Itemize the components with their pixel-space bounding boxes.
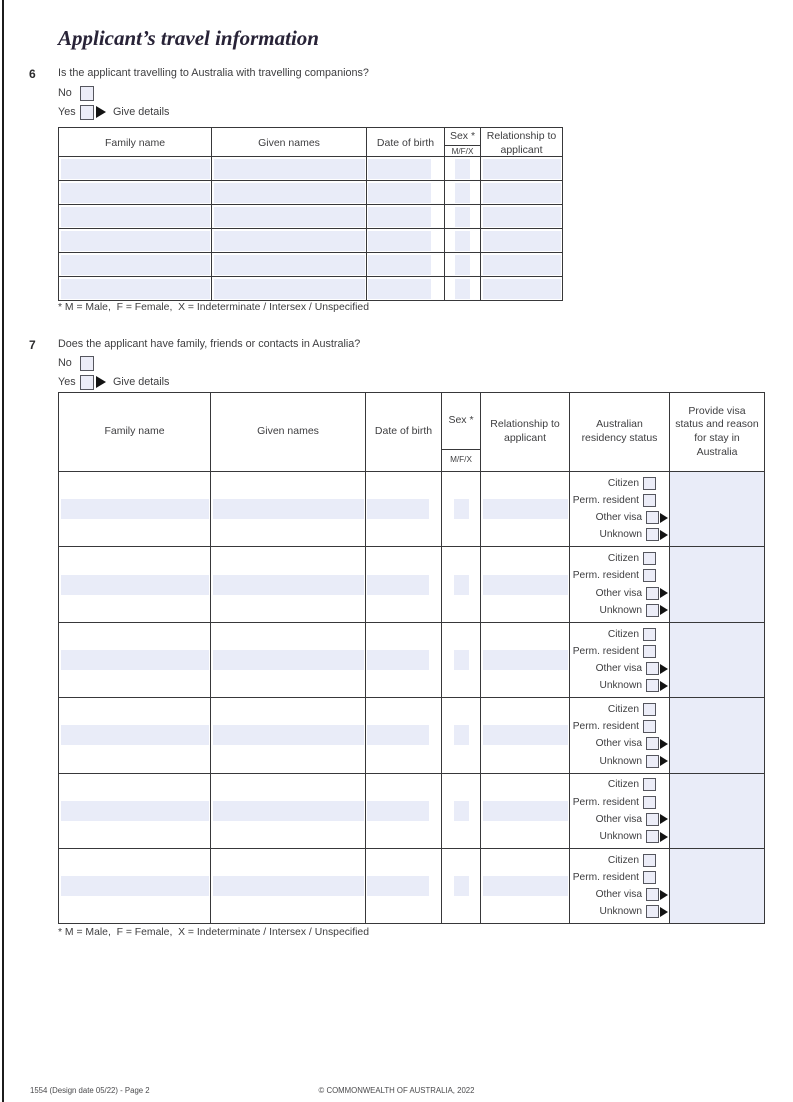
family-name-cell xyxy=(59,253,212,276)
sex-cell xyxy=(442,849,481,923)
given-names-cell xyxy=(211,774,366,848)
perm-resident-checkbox[interactable] xyxy=(643,569,656,582)
family-name-cell xyxy=(59,623,211,697)
date-of-birth-field[interactable] xyxy=(368,159,431,179)
q7-no-label: No xyxy=(58,357,72,369)
residency-option-perm-resident xyxy=(570,718,669,735)
other-visa-checkbox[interactable] xyxy=(646,888,659,901)
contact-row xyxy=(59,623,764,698)
sex-field[interactable] xyxy=(454,801,469,821)
residency-option-unknown xyxy=(570,903,669,920)
contacts-table xyxy=(58,392,765,924)
family-name-field[interactable] xyxy=(61,499,209,519)
residency-status-cell xyxy=(570,547,670,621)
date-of-birth-cell xyxy=(366,849,442,923)
residency-option-perm-resident xyxy=(570,492,669,509)
given-names-field[interactable] xyxy=(214,231,365,251)
contact-row xyxy=(59,547,764,622)
other-visa-label: Other visa xyxy=(595,512,642,524)
q6-yes-row xyxy=(58,104,169,120)
residency-option-perm-resident xyxy=(570,794,669,811)
q6-no-row xyxy=(58,85,94,101)
family-name-field[interactable] xyxy=(61,279,210,299)
sex-cell xyxy=(442,698,481,772)
companion-row xyxy=(59,157,562,181)
perm-resident-checkbox[interactable] xyxy=(643,645,656,658)
given-names-cell xyxy=(211,698,366,772)
family-name-field[interactable] xyxy=(61,159,210,179)
unknown-checkbox[interactable] xyxy=(646,905,659,918)
residency-option-other-visa xyxy=(570,660,669,677)
date-of-birth-cell xyxy=(367,277,445,300)
residency-option-unknown xyxy=(570,753,669,770)
residency-option-citizen xyxy=(570,776,669,793)
companions-table-header xyxy=(59,128,562,157)
date-of-birth-cell xyxy=(367,157,445,180)
arrow-right-icon xyxy=(660,814,668,824)
unknown-label: Unknown xyxy=(599,529,642,541)
perm-resident-label: Perm. resident xyxy=(572,495,639,507)
perm-resident-checkbox[interactable] xyxy=(643,494,656,507)
date-of-birth-field[interactable] xyxy=(367,725,429,745)
col-header-relationship: Relationship to applicant xyxy=(486,130,557,156)
given-names-field[interactable] xyxy=(213,876,364,896)
date-of-birth-field[interactable] xyxy=(368,207,431,227)
contact-row xyxy=(59,698,764,773)
relationship-cell xyxy=(481,181,562,204)
residency-option-unknown xyxy=(570,526,669,543)
q6-yes-label: Yes xyxy=(58,106,76,118)
arrow-right-icon xyxy=(96,376,106,388)
sex-header-codes: M/F/X xyxy=(450,455,472,465)
sex-field[interactable] xyxy=(454,876,469,896)
given-names-field[interactable] xyxy=(214,183,365,203)
residency-status-cell xyxy=(570,849,670,923)
relationship-field[interactable] xyxy=(483,801,568,821)
q7-no-row xyxy=(58,355,94,371)
residency-option-perm-resident xyxy=(570,643,669,660)
citizen-checkbox[interactable] xyxy=(643,854,656,867)
relationship-cell xyxy=(481,277,562,300)
arrow-right-icon xyxy=(96,106,106,118)
unknown-checkbox[interactable] xyxy=(646,604,659,617)
date-of-birth-cell xyxy=(366,547,442,621)
col-header-given-names: Given names xyxy=(212,128,367,159)
sex-cell xyxy=(442,623,481,697)
relationship-field[interactable] xyxy=(483,255,561,275)
given-names-field[interactable] xyxy=(213,801,364,821)
companion-row xyxy=(59,229,562,253)
sex-header-label: Sex * xyxy=(442,393,480,450)
q7-yes-label: Yes xyxy=(58,376,76,388)
sex-field[interactable] xyxy=(454,650,469,670)
other-visa-label: Other visa xyxy=(595,813,642,825)
family-name-cell xyxy=(59,205,212,228)
visa-status-field[interactable] xyxy=(670,623,764,697)
arrow-right-icon xyxy=(660,756,668,766)
family-name-cell xyxy=(59,774,211,848)
relationship-cell xyxy=(481,472,570,546)
sex-cell xyxy=(445,205,481,228)
other-visa-label: Other visa xyxy=(595,889,642,901)
q6-no-label: No xyxy=(58,87,72,99)
relationship-cell xyxy=(481,849,570,923)
arrow-right-icon xyxy=(660,739,668,749)
residency-option-citizen xyxy=(570,852,669,869)
given-names-cell xyxy=(211,472,366,546)
family-name-field[interactable] xyxy=(61,183,210,203)
citizen-label: Citizen xyxy=(607,854,639,866)
q6-yes-checkbox[interactable] xyxy=(80,105,94,120)
given-names-cell xyxy=(212,157,367,180)
relationship-cell xyxy=(481,157,562,180)
date-of-birth-field[interactable] xyxy=(367,650,429,670)
family-name-field[interactable] xyxy=(61,207,210,227)
date-of-birth-cell xyxy=(367,253,445,276)
residency-option-citizen xyxy=(570,701,669,718)
residency-option-other-visa xyxy=(570,509,669,526)
given-names-field[interactable] xyxy=(214,279,365,299)
given-names-cell xyxy=(212,277,367,300)
companion-row xyxy=(59,277,562,300)
residency-option-other-visa xyxy=(570,735,669,752)
visa-status-field[interactable] xyxy=(670,698,764,772)
copyright-notice: © COMMONWEALTH OF AUSTRALIA, 2022 xyxy=(318,1086,475,1095)
col-header-date-of-birth: Date of birth xyxy=(367,128,445,159)
col-header-residency-status: Australian residency status xyxy=(570,393,670,471)
residency-option-other-visa xyxy=(570,811,669,828)
given-names-cell xyxy=(211,623,366,697)
arrow-right-icon xyxy=(660,588,668,598)
given-names-field[interactable] xyxy=(213,650,364,670)
sex-field[interactable] xyxy=(455,159,470,179)
relationship-field[interactable] xyxy=(483,159,561,179)
citizen-checkbox[interactable] xyxy=(643,778,656,791)
sex-header-codes: M/F/X xyxy=(451,147,474,157)
q7-yes-row xyxy=(58,374,169,390)
date-of-birth-cell xyxy=(366,623,442,697)
q7-no-checkbox[interactable] xyxy=(80,356,94,371)
family-name-field[interactable] xyxy=(61,575,209,595)
family-name-cell xyxy=(59,698,211,772)
relationship-field[interactable] xyxy=(483,876,568,896)
relationship-cell xyxy=(481,229,562,252)
citizen-label: Citizen xyxy=(607,704,639,716)
given-names-field[interactable] xyxy=(213,499,364,519)
perm-resident-checkbox[interactable] xyxy=(643,720,656,733)
family-name-cell xyxy=(59,181,212,204)
col-header-sex xyxy=(445,128,481,159)
sex-cell xyxy=(445,181,481,204)
citizen-checkbox[interactable] xyxy=(643,477,656,490)
unknown-label: Unknown xyxy=(599,680,642,692)
sex-field[interactable] xyxy=(454,575,469,595)
family-name-field[interactable] xyxy=(61,801,209,821)
col-header-relationship: Relationship to applicant xyxy=(481,393,570,471)
residency-status-cell xyxy=(570,698,670,772)
sex-cell xyxy=(442,472,481,546)
sex-field[interactable] xyxy=(455,231,470,251)
given-names-cell xyxy=(212,205,367,228)
residency-status-cell xyxy=(570,623,670,697)
citizen-label: Citizen xyxy=(607,779,639,791)
question-6-text: Is the applicant travelling to Australia with travelling companions? xyxy=(58,67,369,79)
given-names-cell xyxy=(211,849,366,923)
family-name-field[interactable] xyxy=(61,725,209,745)
sex-field[interactable] xyxy=(455,183,470,203)
relationship-field[interactable] xyxy=(483,650,568,670)
citizen-label: Citizen xyxy=(607,628,639,640)
sex-cell xyxy=(445,253,481,276)
family-name-field[interactable] xyxy=(61,876,209,896)
other-visa-label: Other visa xyxy=(595,587,642,599)
sex-footnote: * M = Male, F = Female, X = Indeterminate / Intersex / Unspecified xyxy=(58,302,369,313)
family-name-field[interactable] xyxy=(61,231,210,251)
col-header-visa-status: Provide visa status and reason for stay in Australia xyxy=(675,404,759,458)
family-name-cell xyxy=(59,849,211,923)
other-visa-checkbox[interactable] xyxy=(646,737,659,750)
date-of-birth-cell xyxy=(366,472,442,546)
given-names-field[interactable] xyxy=(214,159,365,179)
companion-row xyxy=(59,253,562,277)
sex-header-label: Sex * xyxy=(445,128,480,146)
q7-yes-checkbox[interactable] xyxy=(80,375,94,390)
date-of-birth-cell xyxy=(366,774,442,848)
residency-status-cell xyxy=(570,774,670,848)
date-of-birth-cell xyxy=(367,205,445,228)
arrow-right-icon xyxy=(660,530,668,540)
family-name-cell xyxy=(59,229,212,252)
given-names-cell xyxy=(212,253,367,276)
residency-option-citizen xyxy=(570,550,669,567)
residency-option-unknown xyxy=(570,602,669,619)
relationship-cell xyxy=(481,205,562,228)
residency-option-perm-resident xyxy=(570,869,669,886)
perm-resident-label: Perm. resident xyxy=(572,872,639,884)
col-header-sex xyxy=(442,393,481,471)
date-of-birth-field[interactable] xyxy=(367,499,429,519)
date-of-birth-field[interactable] xyxy=(368,183,431,203)
arrow-right-icon xyxy=(660,605,668,615)
date-of-birth-cell xyxy=(366,698,442,772)
perm-resident-checkbox[interactable] xyxy=(643,871,656,884)
visa-status-field[interactable] xyxy=(670,849,764,923)
other-visa-label: Other visa xyxy=(595,738,642,750)
perm-resident-label: Perm. resident xyxy=(572,645,639,657)
sex-footnote: * M = Male, F = Female, X = Indeterminate / Intersex / Unspecified xyxy=(58,927,369,938)
relationship-field[interactable] xyxy=(483,231,561,251)
citizen-label: Citizen xyxy=(607,553,639,565)
contact-row xyxy=(59,849,764,923)
perm-resident-label: Perm. resident xyxy=(572,570,639,582)
visa-status-field[interactable] xyxy=(670,774,764,848)
given-names-field[interactable] xyxy=(214,207,365,227)
arrow-right-icon xyxy=(660,907,668,917)
family-name-cell xyxy=(59,157,212,180)
sex-cell xyxy=(442,774,481,848)
relationship-field[interactable] xyxy=(483,725,568,745)
question-7-text: Does the applicant have family, friends or contacts in Australia? xyxy=(58,338,361,350)
sex-cell xyxy=(442,547,481,621)
arrow-right-icon xyxy=(660,890,668,900)
given-names-field[interactable] xyxy=(213,575,364,595)
sex-field[interactable] xyxy=(454,725,469,745)
col-header-given-names: Given names xyxy=(211,393,366,471)
unknown-checkbox[interactable] xyxy=(646,679,659,692)
residency-option-other-visa xyxy=(570,585,669,602)
relationship-cell xyxy=(481,698,570,772)
visa-status-field[interactable] xyxy=(670,547,764,621)
perm-resident-label: Perm. resident xyxy=(572,796,639,808)
family-name-cell xyxy=(59,547,211,621)
sex-field[interactable] xyxy=(455,207,470,227)
perm-resident-label: Perm. resident xyxy=(572,721,639,733)
question-6-number: 6 xyxy=(29,67,36,81)
unknown-label: Unknown xyxy=(599,755,642,767)
contact-row xyxy=(59,774,764,849)
given-names-field[interactable] xyxy=(214,255,365,275)
page-title: Applicant’s travel information xyxy=(58,26,319,50)
family-name-field[interactable] xyxy=(61,650,209,670)
given-names-cell xyxy=(212,181,367,204)
date-of-birth-field[interactable] xyxy=(367,575,429,595)
sex-field[interactable] xyxy=(455,279,470,299)
perm-resident-checkbox[interactable] xyxy=(643,796,656,809)
other-visa-checkbox[interactable] xyxy=(646,813,659,826)
companion-row xyxy=(59,205,562,229)
family-name-cell xyxy=(59,472,211,546)
date-of-birth-cell xyxy=(367,181,445,204)
relationship-cell xyxy=(481,547,570,621)
relationship-field[interactable] xyxy=(483,207,561,227)
residency-option-unknown xyxy=(570,677,669,694)
col-header-date-of-birth: Date of birth xyxy=(366,393,442,471)
residency-option-citizen xyxy=(570,626,669,643)
question-7-number: 7 xyxy=(29,338,36,352)
residency-status-cell xyxy=(570,472,670,546)
residency-option-perm-resident xyxy=(570,567,669,584)
unknown-label: Unknown xyxy=(599,906,642,918)
family-name-cell xyxy=(59,277,212,300)
page-edge-line xyxy=(2,0,4,1102)
relationship-field[interactable] xyxy=(483,183,561,203)
relationship-cell xyxy=(481,774,570,848)
visa-status-field[interactable] xyxy=(670,472,764,546)
date-of-birth-field[interactable] xyxy=(368,279,431,299)
companions-table xyxy=(58,127,563,301)
q6-no-checkbox[interactable] xyxy=(80,86,94,101)
arrow-right-icon xyxy=(660,664,668,674)
relationship-cell xyxy=(481,623,570,697)
unknown-label: Unknown xyxy=(599,604,642,616)
citizen-label: Citizen xyxy=(607,477,639,489)
family-name-field[interactable] xyxy=(61,255,210,275)
citizen-checkbox[interactable] xyxy=(643,552,656,565)
form-id-page-number: 1554 (Design date 05/22) - Page 2 xyxy=(30,1086,150,1095)
date-of-birth-field[interactable] xyxy=(368,231,431,251)
q7-give-details-label: Give details xyxy=(113,376,170,388)
relationship-field[interactable] xyxy=(483,499,568,519)
sex-field[interactable] xyxy=(455,255,470,275)
unknown-checkbox[interactable] xyxy=(646,755,659,768)
companion-row xyxy=(59,181,562,205)
given-names-cell xyxy=(212,229,367,252)
arrow-right-icon xyxy=(660,681,668,691)
residency-option-other-visa xyxy=(570,886,669,903)
sex-field[interactable] xyxy=(454,499,469,519)
other-visa-label: Other visa xyxy=(595,663,642,675)
sex-cell xyxy=(445,229,481,252)
sex-cell xyxy=(445,157,481,180)
col-header-family-name: Family name xyxy=(59,393,211,471)
other-visa-checkbox[interactable] xyxy=(646,587,659,600)
unknown-checkbox[interactable] xyxy=(646,528,659,541)
citizen-checkbox[interactable] xyxy=(643,628,656,641)
date-of-birth-field[interactable] xyxy=(367,876,429,896)
date-of-birth-field[interactable] xyxy=(368,255,431,275)
contact-row xyxy=(59,472,764,547)
other-visa-checkbox[interactable] xyxy=(646,511,659,524)
relationship-field[interactable] xyxy=(483,575,568,595)
q6-give-details-label: Give details xyxy=(113,106,170,118)
unknown-label: Unknown xyxy=(599,831,642,843)
other-visa-checkbox[interactable] xyxy=(646,662,659,675)
relationship-cell xyxy=(481,253,562,276)
residency-option-citizen xyxy=(570,475,669,492)
arrow-right-icon xyxy=(660,513,668,523)
given-names-cell xyxy=(211,547,366,621)
citizen-checkbox[interactable] xyxy=(643,703,656,716)
date-of-birth-cell xyxy=(367,229,445,252)
given-names-field[interactable] xyxy=(213,725,364,745)
residency-option-unknown xyxy=(570,828,669,845)
arrow-right-icon xyxy=(660,832,668,842)
sex-cell xyxy=(445,277,481,300)
relationship-field[interactable] xyxy=(483,279,561,299)
unknown-checkbox[interactable] xyxy=(646,830,659,843)
col-header-family-name: Family name xyxy=(59,128,212,159)
date-of-birth-field[interactable] xyxy=(367,801,429,821)
contacts-table-header xyxy=(59,393,764,472)
